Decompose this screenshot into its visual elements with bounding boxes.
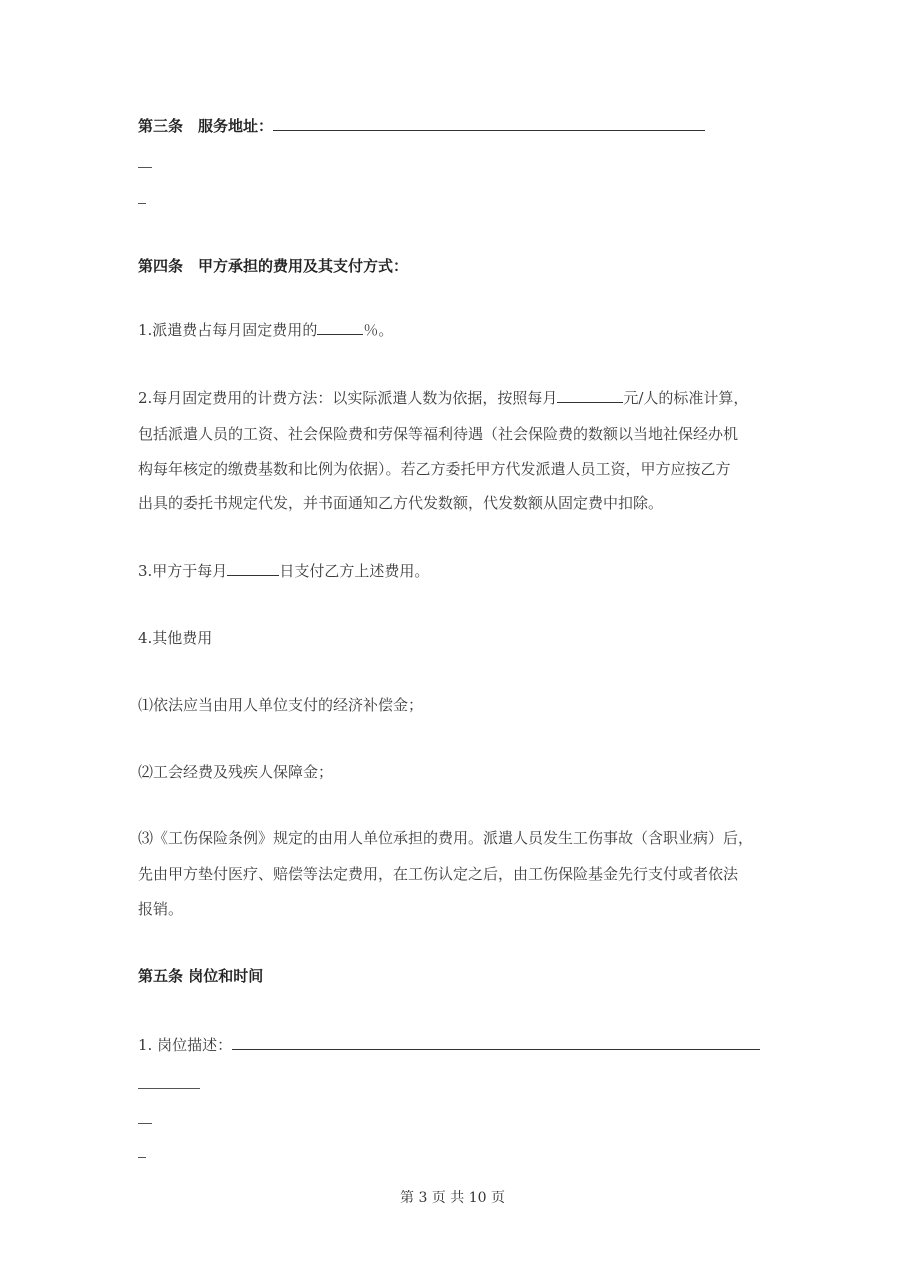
item2-text: 2.每月固定费用的计费方法：以实际派遣人数为依据，按照每月 bbox=[138, 389, 558, 407]
percent-blank bbox=[317, 320, 363, 335]
item3-text: 3.甲方于每月 bbox=[138, 562, 228, 580]
dash-mark bbox=[138, 167, 152, 168]
item1-suffix: ％。 bbox=[363, 321, 394, 339]
day-blank bbox=[227, 561, 279, 576]
article3-heading-line bbox=[138, 116, 705, 136]
article4-sub3-line3: 报销。 bbox=[138, 900, 184, 918]
position-blank bbox=[232, 1035, 760, 1050]
dash-mark bbox=[138, 1157, 146, 1158]
item1-text: 1.派遣费占每月固定费用的 bbox=[138, 321, 318, 339]
item2-suffix: 元/人的标准计算， bbox=[623, 389, 749, 407]
article4-sub1: ⑴依法应当由用人单位支付的经济补偿金； bbox=[138, 696, 424, 714]
article4-sub3-line1: ⑶《工伤保险条例》规定的由用人单位承担的费用。派遣人员发生工伤事故（含职业病）后， bbox=[138, 829, 754, 847]
article5-heading: 第五条 岗位和时间 bbox=[138, 967, 264, 985]
article4-heading: 第四条 甲方承担的费用及其支付方式： bbox=[138, 257, 409, 275]
article4-item2-line1 bbox=[138, 388, 748, 408]
article4-item2-line3: 构每年核定的缴费基数和比例为依据）。若乙方委托甲方代发派遣人员工资，甲方应按乙方 bbox=[138, 460, 731, 478]
address-blank bbox=[273, 116, 705, 131]
dash-mark bbox=[138, 1123, 152, 1124]
article4-item1 bbox=[138, 320, 393, 340]
article4-item2-line2: 包括派遣人员的工资、社会保险费和劳保等福利待遇（社会保险费的数额以当地社保经办机 bbox=[138, 425, 739, 443]
article4-item3 bbox=[138, 561, 429, 581]
article3-heading: 第三条 服务地址： bbox=[138, 117, 274, 135]
article5-item1 bbox=[138, 1035, 760, 1055]
article4-sub3-line2: 先由甲方垫付医疗、赔偿等法定费用，在工伤认定之后，由工伤保险基金先行支付或者依法 bbox=[138, 865, 739, 883]
item3-suffix: 日支付乙方上述费用。 bbox=[279, 562, 430, 580]
position-label: 1. 岗位描述： bbox=[138, 1036, 233, 1054]
article4-sub2: ⑵工会经费及残疾人保障金； bbox=[138, 763, 334, 781]
blank-continuation bbox=[138, 1088, 200, 1089]
dash-mark bbox=[138, 203, 146, 204]
page-footer: 第 3 页 共 10 页 bbox=[400, 1190, 505, 1206]
article4-item4: 4.其他费用 bbox=[138, 629, 213, 647]
rate-blank bbox=[557, 388, 623, 403]
article4-item2-line4: 出具的委托书规定代发，并书面通知乙方代发数额，代发数额从固定费中扣除。 bbox=[138, 494, 664, 512]
